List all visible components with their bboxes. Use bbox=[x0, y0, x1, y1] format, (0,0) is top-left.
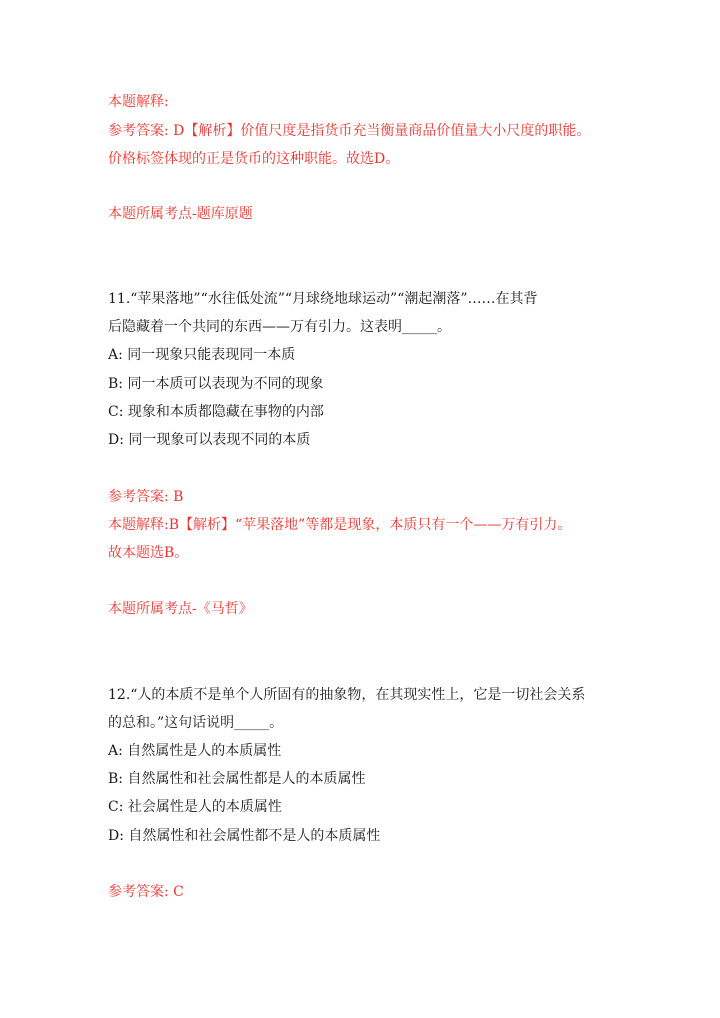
question-stem: 12.“人的本质不是单个人所固有的抽象物，在其现实性上，它是一切社会关系 bbox=[108, 687, 586, 703]
option-c: C: 社会属性是人的本质属性 bbox=[108, 799, 282, 815]
question-stem: 后隐藏着一个共同的东西——万有引力。这表明_____。 bbox=[108, 319, 451, 335]
option-b: B: 自然属性和社会属性都是人的本质属性 bbox=[108, 771, 366, 787]
option-d: D: 同一现象可以表现不同的本质 bbox=[108, 432, 311, 448]
option-a: A: 自然属性是人的本质属性 bbox=[108, 743, 282, 759]
topic-label: 本题所属考点-题库原题 bbox=[108, 206, 253, 222]
explanation-line: 本题解释:B【解析】“苹果落地”等都是现象，本质只有一个——万有引力。 bbox=[108, 517, 572, 533]
topic-label: 本题所属考点-《马哲》 bbox=[108, 601, 253, 617]
option-b: B: 同一本质可以表现为不同的现象 bbox=[108, 376, 324, 392]
explanation-line: 故本题选B。 bbox=[108, 545, 189, 561]
answer-line: 价格标签体现的正是货币的这种职能。故选D。 bbox=[108, 151, 400, 167]
option-d: D: 自然属性和社会属性都不是人的本质属性 bbox=[108, 828, 381, 844]
option-c: C: 现象和本质都隐藏在事物的内部 bbox=[108, 404, 324, 420]
reference-answer: 参考答案: B bbox=[108, 489, 184, 505]
option-a: A: 同一现象只能表现同一本质 bbox=[108, 347, 296, 363]
reference-answer: 参考答案: C bbox=[108, 884, 184, 900]
question-stem: 的总和。”这句话说明_____。 bbox=[108, 715, 284, 731]
answer-line: 参考答案: D【解析】价值尺度是指货币充当衡量商品价值量大小尺度的职能。 bbox=[108, 123, 591, 139]
question-stem: 11.“苹果落地”“水往低处流”“月球绕地球运动”“潮起潮落”……在其背 bbox=[108, 291, 538, 307]
explanation-heading: 本题解释: bbox=[108, 94, 169, 110]
